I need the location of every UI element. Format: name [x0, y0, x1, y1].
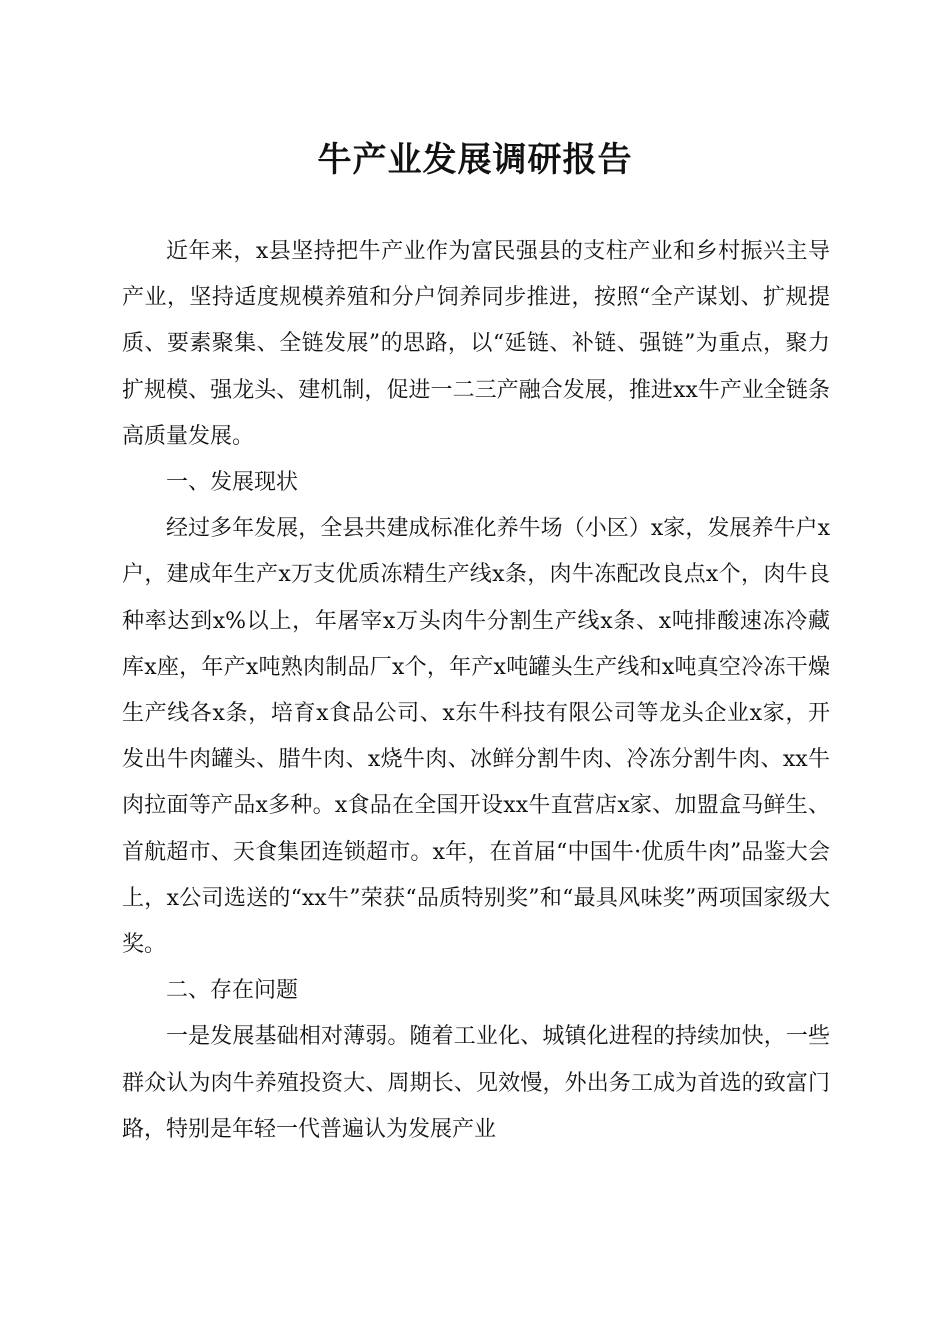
- document-title: 牛产业发展调研报告: [317, 140, 633, 180]
- section-paragraph-status: 经过多年发展，全县共建成标准化养牛场（小区）x家，发展养牛户x户，建成年生产x万支优质冻精生产线x条，肉牛冻配改良点x个，肉牛良种率达到x%以上，年屠宰x万头肉牛分割生产线x条、x吨排酸速冻冷藏库x座，年产x吨熟肉制品厂x个，年产x吨罐头生产线和x吨真空冷冻干燥生产线各x条，培育x食品公司、x东牛科技有限公司等龙头企业x家，开发出牛肉罐头、腊牛肉、x烧牛肉、冰鲜分割牛肉、冷冻分割牛肉、xx牛肉拉面等产品x多种。x食品在全国开设xx牛直营店x家、加盟盒马鲜生、首航超市、天食集团连锁超市。x年，在首届“中国牛·优质牛肉”品鉴大会上，x公司选送的“xx牛”荣获“品质特别奖”和“最具风味奖”两项国家级大奖。: [122, 516, 830, 958]
- intro-paragraph: 近年来，x县坚持把牛产业作为富民强县的支柱产业和乡村振兴主导产业，坚持适度规模养殖和分户饲养同步推进，按照“全产谋划、扩规提质、要素聚集、全链发展”的思路，以“延链、补链、强链”为重点，聚力扩规模、强龙头、建机制，促进一二三产融合发展，推进xx牛产业全链条高质量发展。: [122, 239, 830, 449]
- section-heading-status: 一、发展现状: [166, 470, 299, 496]
- section-paragraph-problems: 一是发展基础相对薄弱。随着工业化、城镇化进程的持续加快，一些群众认为肉牛养殖投资大、周期长、见效慢，外出务工成为首选的致富门路，特别是年轻一代普遍认为发展产业: [122, 1024, 830, 1142]
- section-heading-problems: 二、存在问题: [166, 978, 299, 1004]
- document-body: [122, 229, 830, 1153]
